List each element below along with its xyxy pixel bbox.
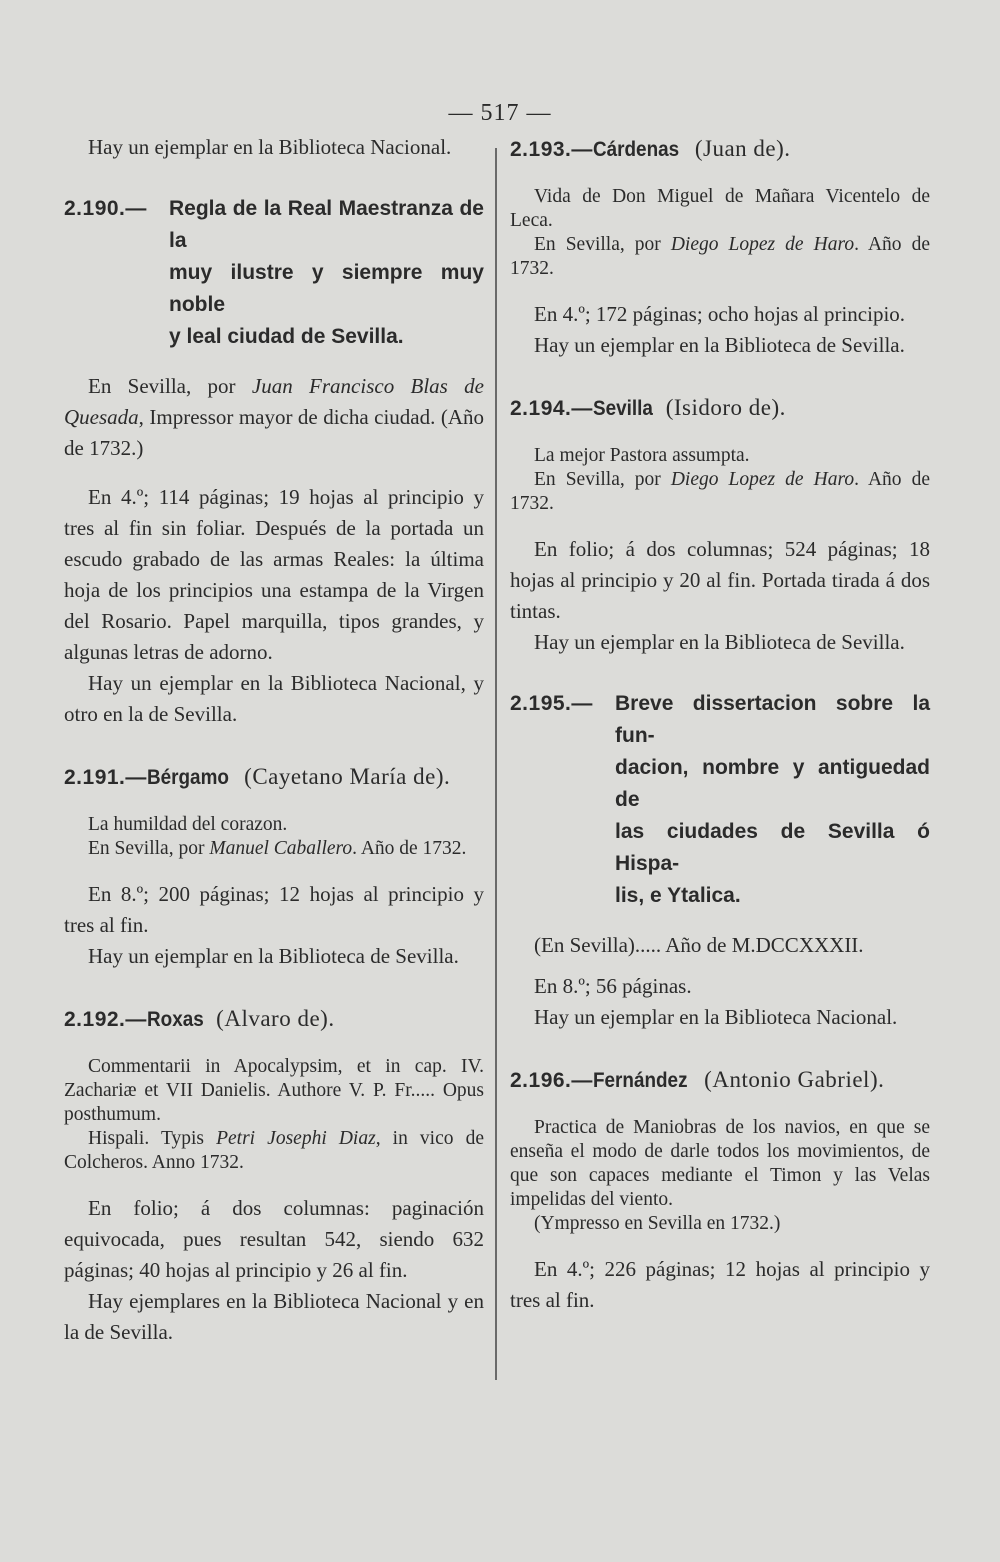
left-column (64, 132, 484, 1348)
imprint-text: En Sevilla, por (88, 374, 252, 398)
author-surname: Sevilla (592, 397, 653, 420)
author-surname: Cárdenas (592, 138, 680, 161)
entry-imprint (510, 233, 930, 281)
entry-number: 2.190.— (64, 197, 147, 220)
entry-title (615, 688, 930, 912)
entry-work: Commentarii in Apocalypsim, et in cap. IV. Zachariæ et VII Danielis. Authore V. P. Fr..... Opus posthumum. (64, 1056, 484, 1125)
printer-name: Diego Lopez de Haro (670, 469, 855, 490)
author-given: (Antonio Gabriel). (697, 1067, 885, 1092)
column-divider (495, 148, 497, 1380)
entry-copies: Hay un ejemplar en la Biblioteca de Sevilla. (534, 333, 905, 357)
imprint-text: En Sevilla, por (88, 838, 210, 859)
imprint-text: En Sevilla, por (534, 234, 671, 255)
author-given: (Alvaro de). (209, 1006, 335, 1031)
entry-work: Practica de Maniobras de los navios, en que se enseña el modo de darle todos los movimientos, de que son capaces mediante el Timon y las Velas impelidas del viento. (510, 1117, 930, 1210)
author-surname: Bérgamo (146, 766, 229, 789)
entry-number: 2.196.— (510, 1069, 593, 1092)
entry-heading (510, 391, 930, 426)
entry-heading (64, 193, 484, 353)
entry-work: La mejor Pastora assumpta. (534, 445, 750, 466)
author-given: (Isidoro de). (659, 395, 786, 420)
entry-copies: Hay un ejemplar en la Biblioteca de Sevilla. (534, 630, 905, 654)
entry-heading (510, 132, 930, 167)
entry-imprint (510, 468, 930, 516)
author-given: (Cayetano María de). (237, 764, 451, 789)
entry-copies: Hay un ejemplar en la Biblioteca Nacional. (534, 1005, 898, 1029)
entry-imprint: (En Sevilla)..... Año de M.DCCXXXII. (534, 933, 864, 957)
entry-description: En 4.º; 114 páginas; 19 hojas al principio y tres al fin sin foliar. Después de la portada un escudo grabado de las armas Reales: la última hoja de los principios una estampa de la Virgen del Rosario. Papel marquilla, tipos grandes, y algunas letras de adorno. (64, 485, 484, 664)
printer-name: Petri Josephi Diaz (216, 1128, 376, 1149)
title-line: las ciudades de Sevilla ó Hispa- (615, 820, 930, 875)
printer-name: Diego Lopez de Haro (670, 234, 855, 255)
author-surname: Fernández (592, 1069, 688, 1092)
entry-number: 2.192.— (64, 1008, 147, 1031)
entry-copies: Hay ejemplares en la Biblioteca Nacional y en la de Sevilla. (64, 1289, 484, 1344)
entry-copies: Hay un ejemplar en la Biblioteca Nacional, y otro en la de Sevilla. (64, 671, 484, 726)
imprint-text: En Sevilla, por (534, 469, 671, 490)
entry-work: La humildad del corazon. (88, 814, 288, 835)
imprint-text: , Impressor mayor de dicha ciudad. (Año de 1732.) (64, 405, 484, 460)
entry-2191 (64, 760, 484, 972)
entry-2193 (510, 132, 930, 361)
entry-copies: Hay un ejemplar en la Biblioteca de Sevilla. (88, 944, 459, 968)
printer-name: Juan Francisco Blas de Quesada (64, 374, 484, 429)
printer-name: Manuel Caballero (209, 838, 353, 859)
author-given: (Juan de). (688, 136, 791, 161)
entry-number: 2.191.— (64, 766, 147, 789)
entry-imprint (64, 371, 484, 464)
entry-description: En 4.º; 172 páginas; ocho hojas al principio. (534, 302, 906, 326)
title-line: dacion, nombre y antiguedad de (615, 756, 930, 811)
entry-heading (510, 1063, 930, 1098)
entry-number: 2.194.— (510, 397, 593, 420)
entry-2194 (510, 391, 930, 658)
imprint-text: . Año de 1732. (510, 469, 930, 514)
title-line: y leal ciudad de Sevilla. (169, 325, 404, 348)
entry-description: En 8.º; 200 páginas; 12 hojas al principio y tres al fin. (64, 882, 484, 937)
entry-description: En 8.º; 56 páginas. (534, 974, 692, 998)
intro-copies: Hay un ejemplar en la Biblioteca Nacional. (88, 135, 452, 159)
entry-title (169, 193, 484, 353)
entry-2192 (64, 1002, 484, 1348)
title-line: lis, e Ytalica. (615, 884, 741, 907)
title-line: muy ilustre y siempre muy noble (169, 261, 484, 316)
entry-imprint: (Ympresso en Sevilla en 1732.) (534, 1213, 781, 1234)
imprint-text: , in vico de Colcheros. Anno 1732. (64, 1128, 484, 1173)
entry-2196 (510, 1063, 930, 1316)
entry-heading (64, 1002, 484, 1037)
entry-number: 2.195.— (510, 692, 593, 715)
entry-description: En folio; á dos columnas: paginación equivocada, pues resultan 542, siendo 632 páginas; 40 hojas al principio y 26 al fin. (64, 1196, 484, 1282)
entry-imprint (64, 837, 484, 861)
imprint-text: . Año de 1732. (510, 234, 930, 279)
entry-2195 (510, 688, 930, 1033)
entry-description: En folio; á dos columnas; 524 páginas; 18 hojas al principio y 20 al fin. Portada tirada á dos tintas. (510, 537, 930, 623)
imprint-text: Hispali. Typis (88, 1128, 217, 1149)
entry-description: En 4.º; 226 páginas; 12 hojas al principio y tres al fin. (510, 1257, 930, 1312)
title-line: Regla de la Real Maestranza de la (169, 197, 484, 252)
author-surname: Roxas (146, 1008, 204, 1031)
entry-work: Vida de Don Miguel de Mañara Vicentelo de Leca. (510, 186, 930, 231)
entry-heading (64, 760, 484, 795)
title-line: Breve dissertacion sobre la fun- (615, 692, 930, 747)
entry-2190 (64, 193, 484, 730)
entry-number: 2.193.— (510, 138, 593, 161)
page-number: — 517 — (448, 100, 552, 126)
right-column (510, 132, 930, 1316)
imprint-text: . Año de 1732. (352, 838, 467, 859)
entry-heading (510, 688, 930, 912)
entry-imprint (64, 1127, 484, 1175)
